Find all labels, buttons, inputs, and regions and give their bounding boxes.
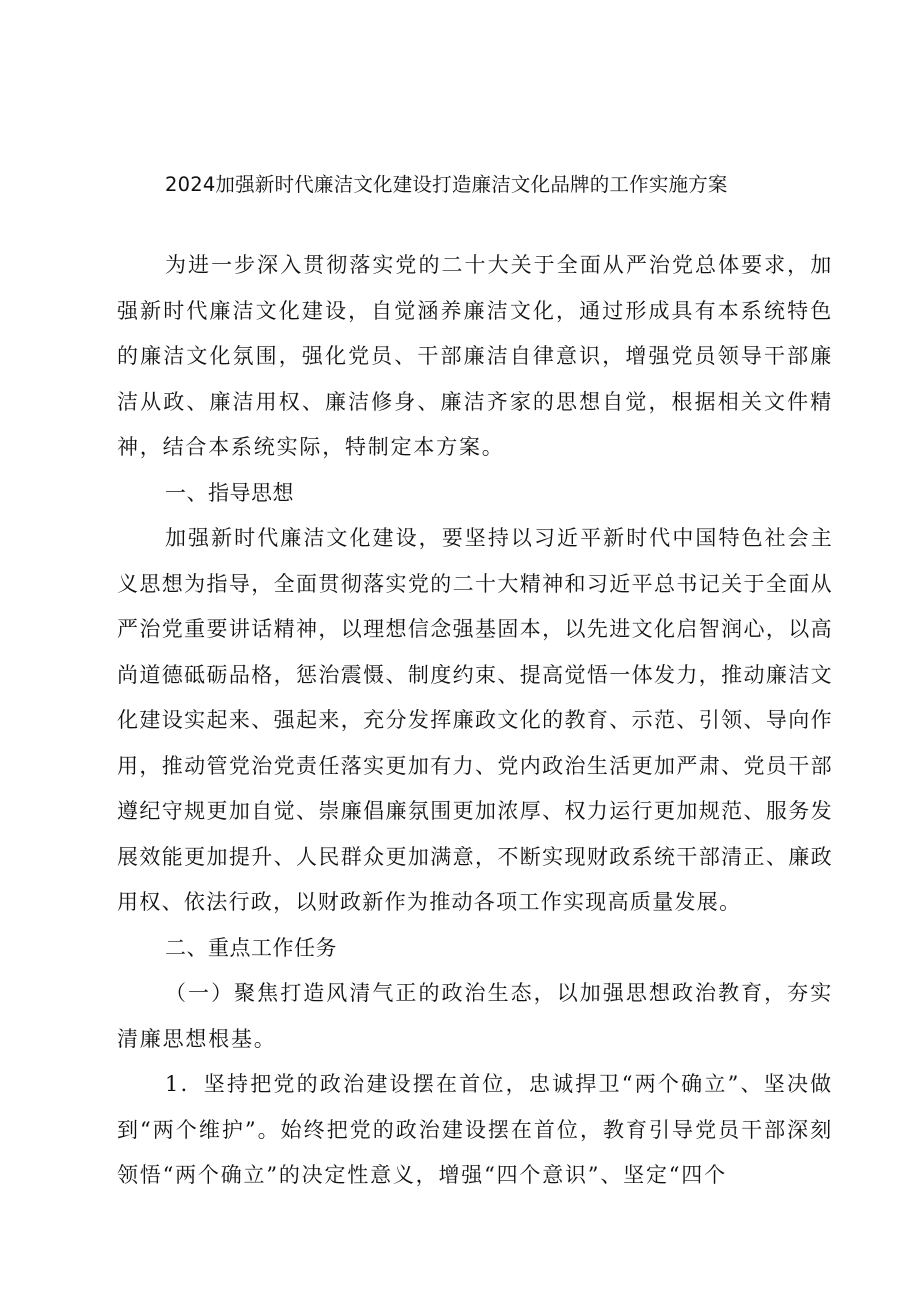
section-heading-key-tasks: 二、重点工作任务 <box>165 935 337 960</box>
intro-paragraph: 为进一步深入贯彻落实党的二十大关于全面从严治党总体要求，加强新时代廉洁文化建设，自觉涵养廉洁文化，通过形成具有本系统特色的廉洁文化氛围，强化党员、干部廉洁自律意识，增强党员领导干部廉洁从政、廉洁用权、廉洁修身、廉洁齐家的思想自觉，根据相关文件精神，结合本系统实际，特制定本方案。 <box>117 253 833 459</box>
document-title: 2024加强新时代廉洁文化建设打造廉洁文化品牌的工作实施方案 <box>165 173 728 197</box>
guiding-ideology-paragraph: 加强新时代廉洁文化建设，要坚持以习近平新时代中国特色社会主义思想为指导，全面贯彻落实党的二十大精神和习近平总书记关于全面从严治党重要讲话精神，以理想信念强基固本，以先进文化启智润心，以高尚道德砥砺品格，惩治震慑、制度约束、提高觉悟一体发力，推动廉洁文化建设实起来、强起来，充分发挥廉政文化的教育、示范、引领、导向作用，推动管党治党责任落实更加有力、党内政治生活更加严肃、党员干部遵纪守规更加自觉、崇廉倡廉氛围更加浓厚、权力运行更加规范、服务发展效能更加提升、人民群众更加满意，不断实现财政系统干部清正、廉政用权、依法行政，以财政新作为推动各项工作实现高质量发展。 <box>117 526 833 914</box>
item-paragraph-1: 1．坚持把党的政治建设摆在首位，忠诚捍卫“两个确立”、坚决做到“两个维护”。始终把党的政治建设摆在首位，教育引导党员干部深刻领悟“两个确立”的决定性意义，增强“四个意识”、坚定“四个 <box>117 1072 833 1187</box>
section-heading-guiding-ideology: 一、指导思想 <box>165 480 294 505</box>
subsection-paragraph-1: （一）聚焦打造风清气正的政治生态，以加强思想政治教育，夯实清廉思想根基。 <box>117 981 833 1051</box>
document-body <box>117 243 833 1199</box>
